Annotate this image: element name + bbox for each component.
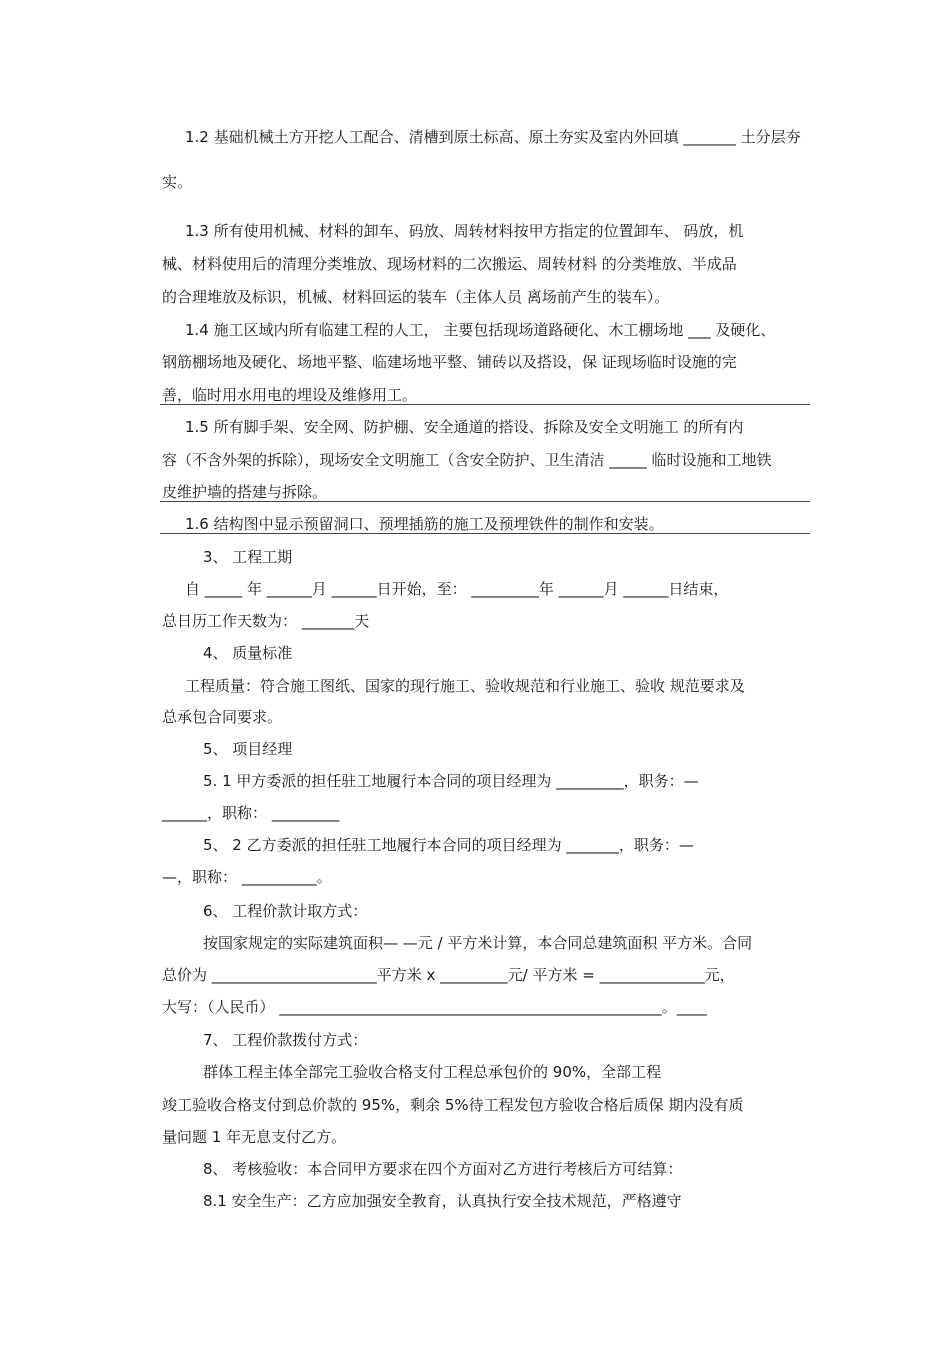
payment-line-3: 量问题 1 年无息支付乙方。 — [162, 1128, 347, 1146]
clause-1-4-line-1: 1.4 施工区域内所有临建工程的人工， 主要包括现场道路硬化、木工棚场地 ___ 及硬化、 — [185, 321, 776, 339]
manager-b-line-1: 5、 2 乙方委派的担任驻工地履行本合同的项目经理为 _______，职务：— — [203, 836, 694, 854]
section-6-heading: 6、 工程价款计取方式： — [203, 902, 368, 920]
quality-line-1: 工程质量：符合施工图纸、国家的现行施工、验收规范和行业施工、验收 规范要求及 — [185, 677, 745, 695]
clause-1-3-line-1: 1.3 所有使用机械、材料的卸车、码放、周转材料按甲方指定的位置卸车、 码放，机 — [185, 222, 744, 240]
clause-1-3-line-2: 械、材料使用后的清理分类堆放、现场材料的二次搬运、周转材料 的分类堆放、半成品 — [162, 255, 737, 273]
price-line-1: 按国家规定的实际建筑面积— —元 / 平方米计算，本合同总建筑面积 平方米。合同 — [203, 934, 753, 952]
price-line-2: 总价为 ______________________平方米 x _________元/ 平方米 = ______________元， — [162, 966, 735, 984]
clause-1-4-line-2: 钢筋棚场地及硬化、场地平整、临建场地平整、铺砖以及搭设，保 证现场临时设施的完 — [162, 353, 737, 371]
clause-1-5-line-1: 1.5 所有脚手架、安全网、防护棚、安全通道的搭设、拆除及安全文明施工 的所有内 — [185, 418, 744, 436]
clause-1-4-line-3: 善，临时用水用电的埋设及维修用工。 — [162, 386, 418, 404]
price-line-3: 大写：（人民币） ___________________________________________________。____ — [162, 998, 707, 1016]
separator-line — [160, 533, 810, 534]
section-7-heading: 7、 工程价款拨付方式： — [203, 1031, 368, 1049]
clause-1-5-line-2: 容（不含外架的拆除），现场安全文明施工（含安全防护、卫生清洁 _____ 临时设施和工地铁 — [162, 451, 772, 469]
clause-8-1: 8.1 安全生产：乙方应加强安全教育，认真执行安全技术规范，严格遵守 — [203, 1192, 682, 1210]
section-5-heading: 5、 项目经理 — [203, 740, 293, 758]
quality-line-2: 总承包合同要求。 — [162, 708, 283, 726]
payment-line-2: 竣工验收合格支付到总价款的 95%，剩余 5%待工程发包方验收合格后质保 期内没有质 — [162, 1096, 744, 1114]
schedule-dates: 自 _____ 年 ______月 ______日开始，至： _________年 ______月 ______日结束， — [185, 580, 729, 598]
separator-line — [160, 501, 810, 502]
manager-b-line-2: —，职称： __________。 — [162, 868, 332, 886]
manager-a-line-2: ______，职称： _________ — [162, 804, 340, 822]
clause-1-2-line-2: 实。 — [162, 173, 193, 191]
manager-a-line-1: 5. 1 甲方委派的担任驻工地履行本合同的项目经理为 _________，职务：— — [203, 772, 699, 790]
section-8-heading: 8、 考核验收：本合同甲方要求在四个方面对乙方进行考核后方可结算： — [203, 1160, 683, 1178]
clause-1-3-line-3: 的合理堆放及标识，机械、材料回运的装车（主体人员 离场前产生的装车）。 — [162, 288, 670, 306]
clause-1-5-line-3: 皮维护墙的搭建与拆除。 — [162, 483, 328, 501]
clause-1-2-line-1: 1.2 基础机械土方开挖人工配合、清槽到原土标高、原土夯实及室内外回填 _______ 土分层夯 — [185, 128, 801, 146]
section-3-heading: 3、 工程工期 — [203, 548, 293, 566]
schedule-total-days: 总日历工作天数为： _______天 — [162, 612, 370, 630]
payment-line-1: 群体工程主体全部完工验收合格支付工程总承包价的 90%，全部工程 — [203, 1063, 662, 1081]
separator-line — [160, 404, 810, 405]
section-4-heading: 4、 质量标准 — [203, 644, 293, 662]
clause-1-6: 1.6 结构图中显示预留洞口、预埋插筋的施工及预埋铁件的制作和安装。 — [185, 515, 664, 533]
